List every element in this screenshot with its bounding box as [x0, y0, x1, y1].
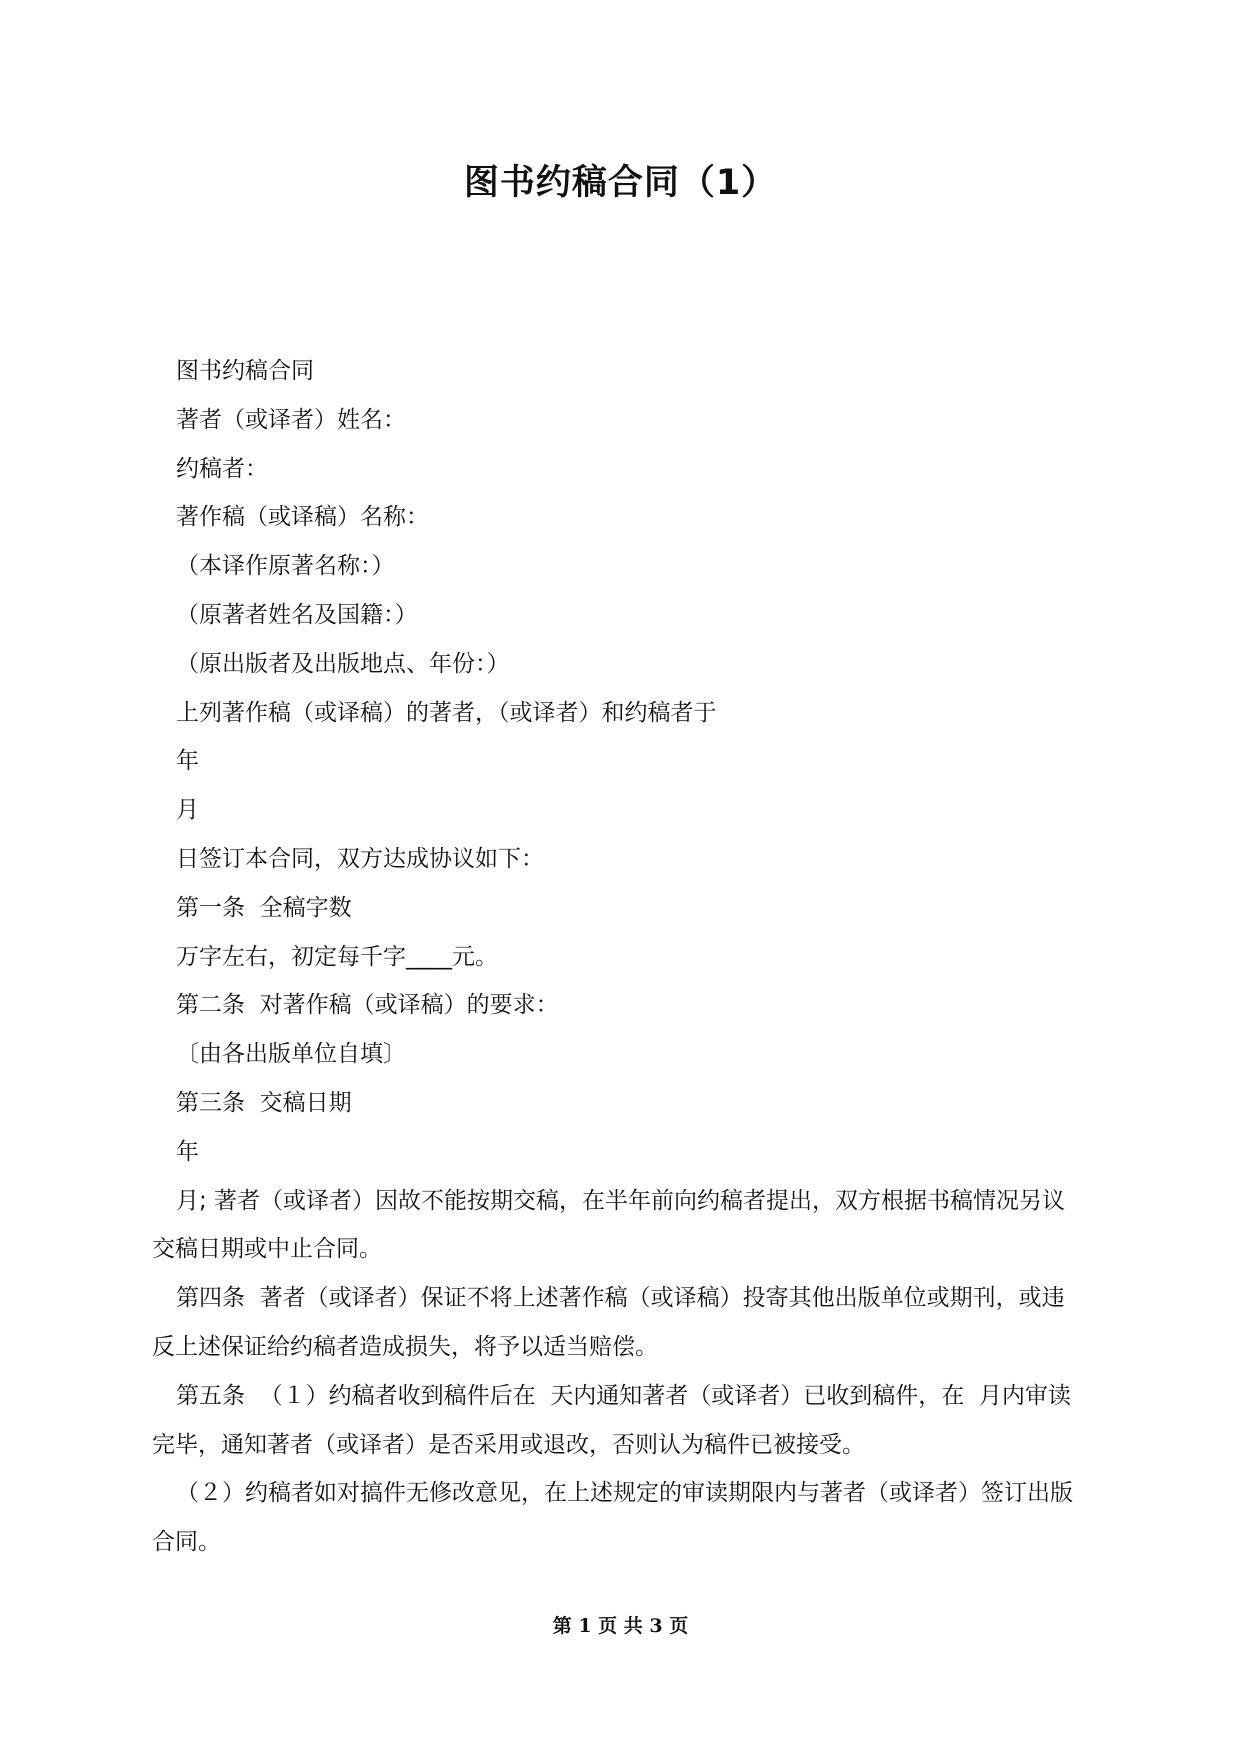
paragraph: 第一条 全稿字数 [176, 894, 352, 921]
paragraph: 第三条 交稿日期 [176, 1089, 352, 1116]
paragraph: 第二条 对著作稿（或译稿）的要求： [176, 992, 559, 1019]
paragraph: （本译作原著名称：） [176, 553, 395, 580]
document-title: 图书约稿合同（1） [463, 163, 778, 203]
paragraph: 图书约稿合同 [176, 358, 314, 384]
paragraph: 年 [176, 1138, 199, 1165]
paragraph: 著者（或译者）姓名： [176, 406, 406, 433]
paragraph: 第五条 （１）约稿者收到稿件后在 天内通知著者（或译者）已收到稿件，在 月内审读完毕，通知著者（或译者）是否采用或退改，否则认为稿件已被接受。 [152, 1382, 1071, 1458]
paragraph: 日签订本合同，双方达成协议如下： [176, 845, 544, 872]
paragraph: 上列著作稿（或译稿）的著者，（或译者）和约稿者于 [176, 699, 717, 726]
page-number-footer: 第 1 页 共 3 页 [552, 1615, 689, 1637]
paragraph: 著作稿（或译稿）名称： [176, 504, 429, 531]
paragraph: 约稿者： [176, 455, 268, 482]
paragraph: 年 [176, 748, 199, 775]
paragraph: 第四条 著者（或译者）保证不将上述著作稿（或译稿）投寄其他出版单位或期刊，或违反上述保证给约稿者造成损失，将予以适当赔偿。 [152, 1285, 1065, 1360]
paragraph: 月 [176, 797, 199, 824]
paragraph: （原著者姓名及国籍：） [176, 601, 418, 628]
paragraph: 万字左右，初定每千字____元。 [176, 943, 498, 970]
paragraph: （２）约稿者如对搞件无修改意见，在上述规定的审读期限内与著者（或译者）签订出版合同。 [152, 1480, 1073, 1556]
document-body [152, 347, 1087, 1567]
paragraph: 〔由各出版单位自填〕 [176, 1041, 406, 1068]
paragraph: 月; 著者（或译者）因故不能按期交稿，在半年前向约稿者提出，双方根据书稿情况另议交稿日期或中止合同。 [152, 1187, 1066, 1263]
paragraph: （原出版者及出版地点、年份：） [176, 650, 510, 677]
